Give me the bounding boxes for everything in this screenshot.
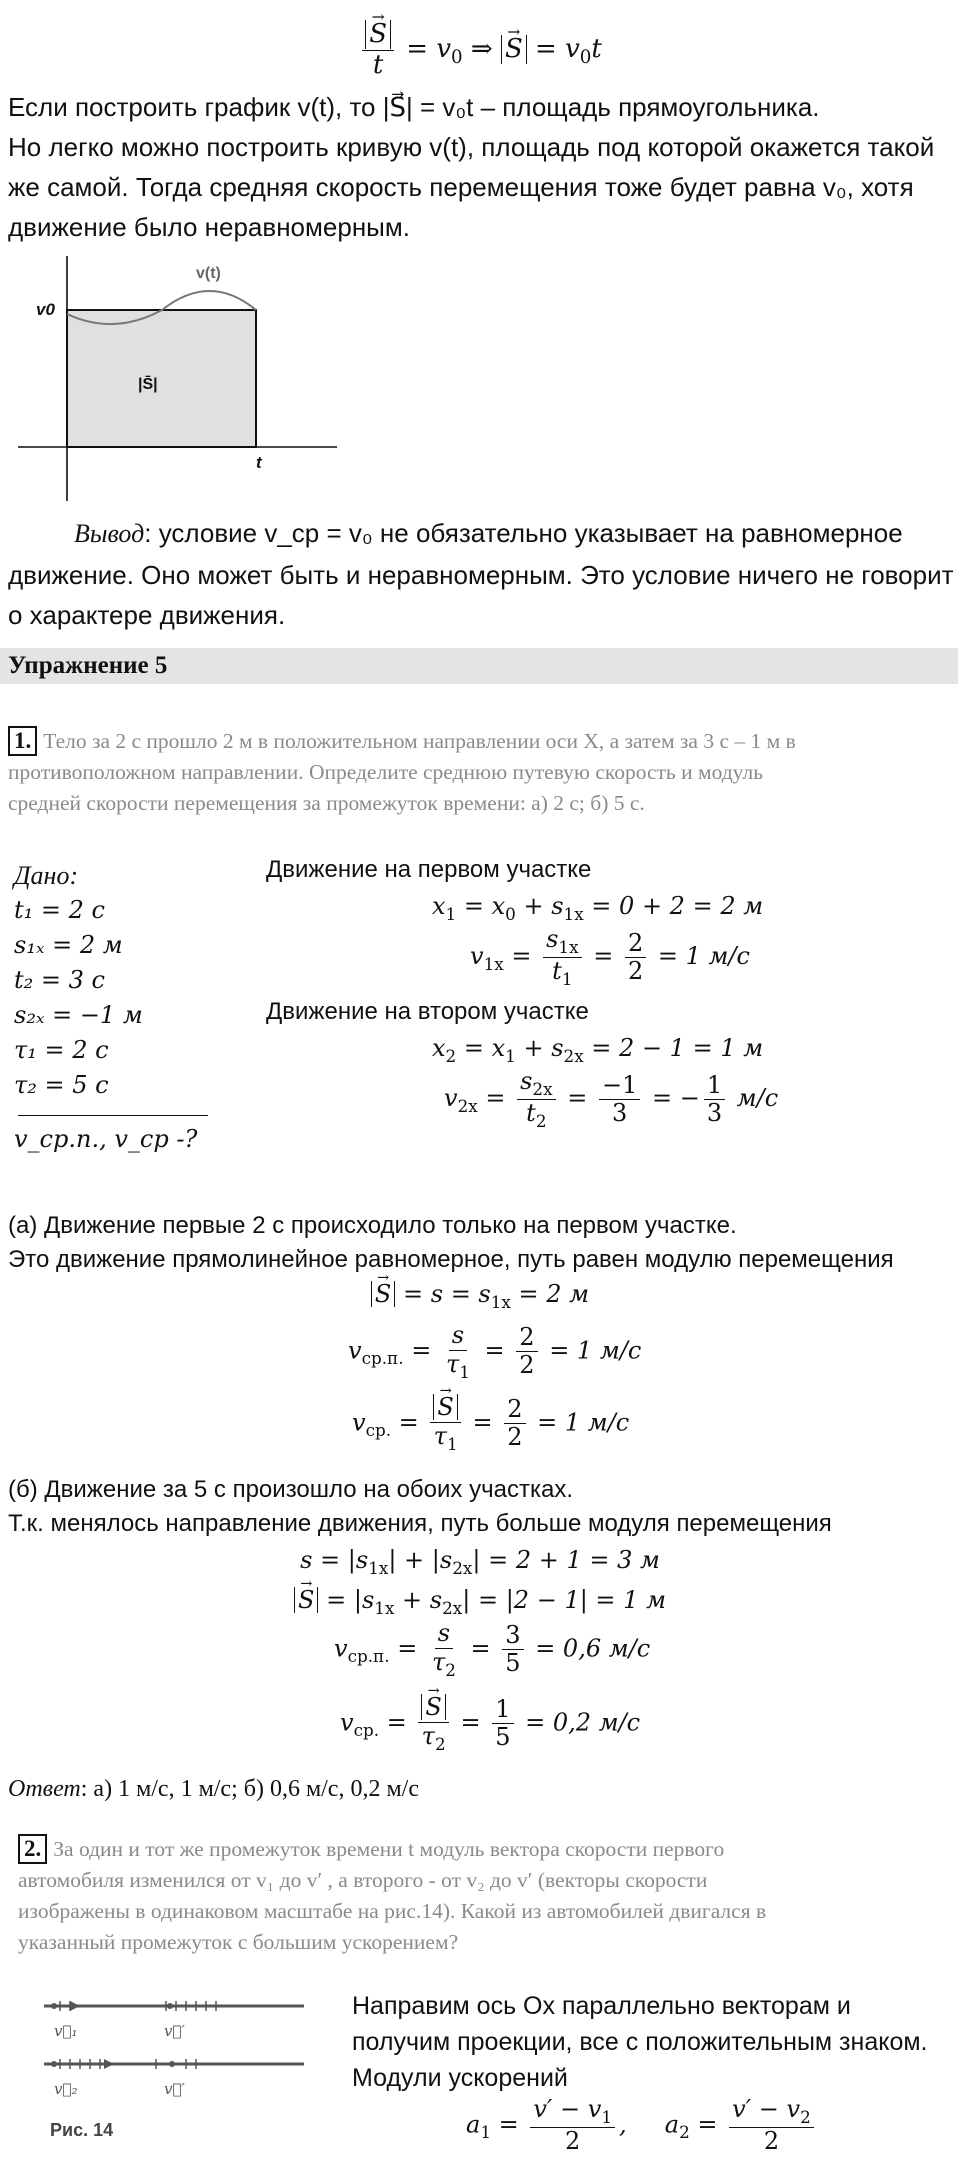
fig14-arrow-v1 <box>70 2001 80 2011</box>
given-item: τ₁ = 2 с <box>14 1036 109 1064</box>
fig14-caption: Рис. 14 <box>50 2120 114 2140</box>
answer-text: : а) 1 м/с, 1 м/с; б) 0,6 м/с, 0,2 м/с <box>80 1776 419 1802</box>
given-find: v_ср.п., v_ср -? <box>14 1125 198 1153</box>
segment-2-v2x: $v_{2x}$ = $\frac{s_{2x}}{t_2}$ = $\frac{-1}{3}$ = − $\frac{1}{3}$ м/с <box>444 1067 779 1131</box>
label-v0: v0 <box>36 300 55 319</box>
formula-top: → $\frac{S}{t}$ = $v_0$ ⇒ → $S = v_0t$ <box>0 20 960 81</box>
section-header: Упражнение 5 <box>0 648 958 684</box>
task-1-line-3: средней скорости перемещения за промежуток времени: а) 2 с; б) 5 с. <box>8 791 645 815</box>
figure-14 <box>44 1996 314 2146</box>
solution-b-formula-3: $v_{ср.п.}$ = $\frac{s}{\tau_2}$ = $\frac{3}{5}$ = 0,6 м/с <box>334 1619 651 1680</box>
conclusion-line-3: о характере движения. <box>8 600 286 630</box>
task-1 <box>8 726 948 819</box>
fig14-origin-1 <box>51 2003 57 2009</box>
task-2-line-1: За один и тот же промежуток времени t модуль вектора скорости первого <box>53 1837 725 1861</box>
given-item: t₂ = 3 с <box>14 966 105 994</box>
given-divider <box>18 1115 208 1116</box>
segment-2-title: Движение на втором участке <box>266 998 589 1025</box>
intro-paragraph-2-line-1: Но легко можно построить кривую v(t), площадь под которой окажется такой <box>8 132 935 162</box>
given-item: t₁ = 2 с <box>14 896 105 924</box>
task-2-solution-line-2: получим проекции, все с положительным знаком. <box>352 2028 928 2056</box>
task-2-line-4: указанный промежуток с большим ускорением? <box>18 1930 459 1954</box>
solution-a-formula-2: $v_{ср.п.}$ = $\frac{s}{\tau_1}$ = $\frac{2}{2}$ = 1 м/с <box>348 1321 642 1382</box>
fig14-label-v2: v⃗₂ <box>54 2080 78 2098</box>
solution-a-formula-1: → $S = s = s_{1x} = 2$ м <box>0 1280 960 1312</box>
conclusion-line-2: движение. Оно может быть и неравномерным. Это условие ничего не говорит <box>8 560 954 590</box>
task-1-number: 1. <box>8 726 37 756</box>
segment-1-x1: $x_1 = x_0 + s_{1x} = 0 + 2 = 2$ м <box>432 892 764 924</box>
label-area: |S̄| <box>138 376 158 393</box>
conclusion-line-1 <box>74 518 903 549</box>
task-2-line-2: автомобиля изменился от v₁ до v′ , а второго - от v₂ до v′ (векторы скорости <box>18 1868 708 1892</box>
given-item: τ₂ = 5 с <box>14 1071 109 1099</box>
answer-word: Ответ <box>8 1776 81 1802</box>
solution-a-formula-3: $v_{ср.}$ = → $\frac{S}{\tau_1}$ = $\frac{2}{2}$ = 1 м/с <box>352 1394 629 1454</box>
task-1-line-1: Тело за 2 с прошло 2 м в положительном направлении оси X, а затем за 3 с – 1 м в <box>43 729 796 753</box>
solution-b-formula-4: $v_{ср.}$ = → $\frac{S}{\tau_2}$ = $\frac{1}{5}$ = 0,2 м/с <box>340 1694 640 1754</box>
solution-b-formula-2: → $S = |s_{1x} + s_{2x}| = |2 - 1| = 1$ м <box>0 1586 960 1618</box>
area-rectangle <box>67 310 256 447</box>
intro-paragraph-2-line-3: движение было неравномерным. <box>8 212 410 242</box>
solution-b-line-2: Т.к. менялось направление движения, путь больше модуля перемещения <box>8 1510 832 1537</box>
intro-paragraph-1: Если построить график v(t), то |S⃗| = v₀t – площадь прямоугольника. <box>8 92 820 122</box>
fig14-point-vprime-1 <box>167 2003 173 2009</box>
task-1-line-2: противоположном направлении. Определите среднюю путевую скорость и модуль <box>8 760 764 784</box>
segment-1-title: Движение на первом участке <box>266 856 592 883</box>
given-block <box>14 858 208 1157</box>
fig14-label-v1: v⃗₁ <box>54 2022 78 2040</box>
fig14-origin-2 <box>51 2061 57 2067</box>
conclusion-text-1: : условие v_ср = v₀ не обязательно указывает на равномерное <box>144 518 903 548</box>
label-t: t <box>256 453 262 472</box>
task-2 <box>18 1834 958 1958</box>
task-2-number: 2. <box>18 1834 47 1864</box>
fig14-label-vprime-2: v⃗′ <box>164 2080 185 2098</box>
formula-top-rhs: = $v_0$ ⇒ → $S = v_0t$ <box>406 34 602 64</box>
given-header: Дано: <box>14 861 79 890</box>
solution-a-line-2: Это движение прямолинейное равномерное, путь равен модулю перемещения <box>8 1246 894 1273</box>
task-2-line-3: изображены в одинаковом масштабе на рис.14). Какой из автомобилей двигался в <box>18 1899 767 1923</box>
fig14-arrow-v2 <box>104 2059 114 2069</box>
solution-b-line-1: (б) Движение за 5 с произошло на обоих участках. <box>8 1476 573 1503</box>
answer-line <box>8 1776 419 1803</box>
intro-paragraph-2-line-2: же самой. Тогда средняя скорость перемещения тоже будет равна v₀, хотя <box>8 172 914 202</box>
task-2-acceleration-formulas: $a_1$ = $\frac{v' - v_1}{2}$ , $a_2$ = $\frac{v' - v_2}{2}$ <box>466 2096 818 2156</box>
solution-b-formula-1: $s = |s_{1x}| + |s_{2x}| = 2 + 1 = 3$ м <box>300 1546 660 1578</box>
label-vt: v(t) <box>196 265 221 282</box>
conclusion-word: Вывод <box>74 519 145 548</box>
given-item: s₁ₓ = 2 м <box>14 931 123 959</box>
task-2-solution-line-1: Направим ось Ox параллельно векторам и <box>352 1992 851 2020</box>
velocity-graph <box>14 256 354 506</box>
segment-2-x2: $x_2 = x_1 + s_{2x} = 2 - 1 = 1$ м <box>432 1034 764 1066</box>
solution-a-line-1: (а) Движение первые 2 с происходило только на первом участке. <box>8 1212 737 1239</box>
fig14-point-vprime-2 <box>169 2061 175 2067</box>
segment-1-v1x: $v_{1x}$ = $\frac{s_{1x}}{t_1}$ = $\frac{2}{2}$ = 1 м/с <box>470 925 750 989</box>
task-2-solution-line-3: Модули ускорений <box>352 2064 568 2092</box>
fig14-label-vprime-1: v⃗′ <box>164 2022 185 2040</box>
given-item: s₂ₓ = −1 м <box>14 1001 143 1029</box>
